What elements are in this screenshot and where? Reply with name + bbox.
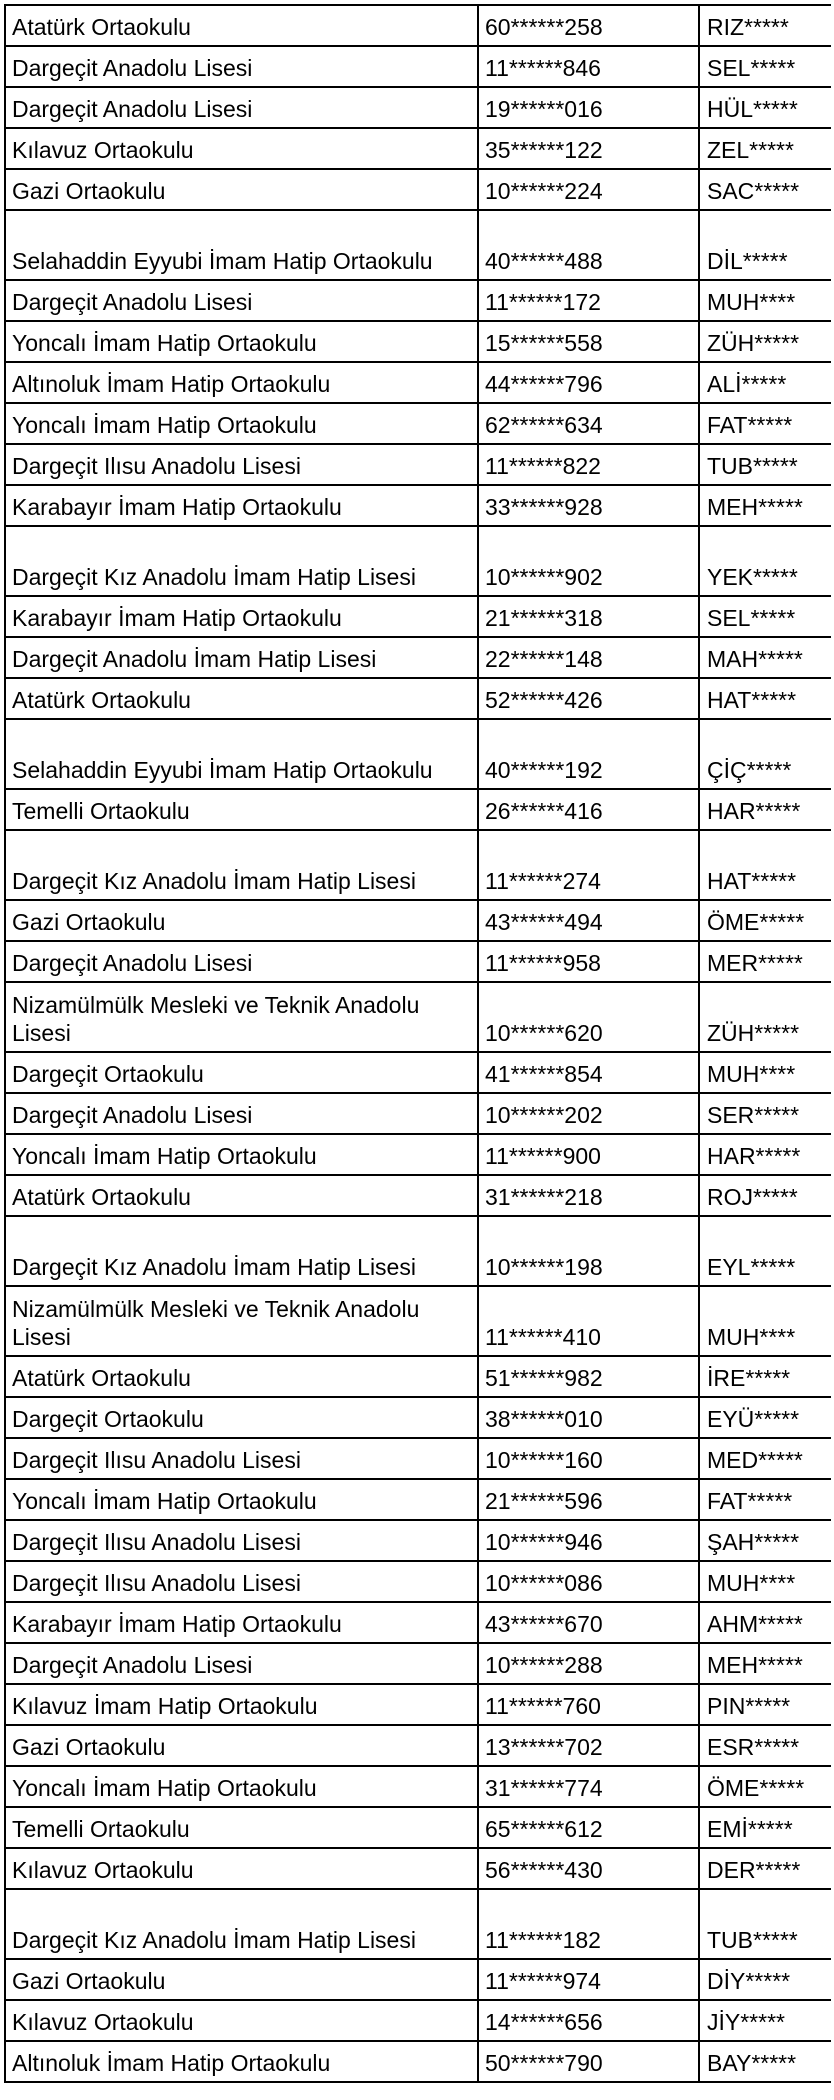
masked-name-cell: ALİ*****: [699, 362, 831, 403]
table-row: [5, 830, 831, 900]
masked-id-cell: 31******774: [478, 1766, 699, 1807]
masked-id-cell: 43******670: [478, 1602, 699, 1643]
table-row: [5, 1438, 831, 1479]
table-row: [5, 362, 831, 403]
school-name-cell: Dargeçit Kız Anadolu İmam Hatip Lisesi: [5, 1216, 478, 1286]
table-row: [5, 1520, 831, 1561]
masked-name-cell: ZÜH*****: [699, 321, 831, 362]
masked-name-cell: ÇİÇ*****: [699, 719, 831, 789]
masked-id-cell: 10******620: [478, 982, 699, 1052]
masked-id-cell: 11******822: [478, 444, 699, 485]
masked-id-cell: 22******148: [478, 637, 699, 678]
masked-name-cell: EMİ*****: [699, 1807, 831, 1848]
masked-id-cell: 19******016: [478, 87, 699, 128]
table-row: [5, 2000, 831, 2041]
table-body: [5, 5, 831, 2082]
table-row: [5, 403, 831, 444]
school-name-cell: Yoncalı İmam Hatip Ortaokulu: [5, 1134, 478, 1175]
masked-name-cell: FAT*****: [699, 1479, 831, 1520]
masked-name-cell: PIN*****: [699, 1684, 831, 1725]
masked-name-cell: DER*****: [699, 1848, 831, 1889]
masked-id-cell: 11******760: [478, 1684, 699, 1725]
masked-id-cell: 41******854: [478, 1052, 699, 1093]
table-row: [5, 1684, 831, 1725]
masked-id-cell: 11******274: [478, 830, 699, 900]
masked-id-cell: 10******224: [478, 169, 699, 210]
table-row: [5, 280, 831, 321]
masked-id-cell: 21******596: [478, 1479, 699, 1520]
school-name-cell: Atatürk Ortaokulu: [5, 678, 478, 719]
school-name-cell: Dargeçit Ilısu Anadolu Lisesi: [5, 1561, 478, 1602]
school-name-cell: Atatürk Ortaokulu: [5, 5, 478, 46]
school-name-cell: Temelli Ortaokulu: [5, 1807, 478, 1848]
school-name-cell: Yoncalı İmam Hatip Ortaokulu: [5, 1766, 478, 1807]
masked-id-cell: 31******218: [478, 1175, 699, 1216]
masked-name-cell: ZEL*****: [699, 128, 831, 169]
masked-name-cell: MUH****: [699, 1052, 831, 1093]
masked-id-cell: 11******410: [478, 1286, 699, 1356]
masked-id-cell: 10******086: [478, 1561, 699, 1602]
masked-name-cell: DİL*****: [699, 210, 831, 280]
masked-id-cell: 33******928: [478, 485, 699, 526]
table-row: [5, 1725, 831, 1766]
school-name-cell: Atatürk Ortaokulu: [5, 1175, 478, 1216]
masked-id-cell: 10******288: [478, 1643, 699, 1684]
masked-id-cell: 11******182: [478, 1889, 699, 1959]
table-row: [5, 596, 831, 637]
table-row: [5, 1959, 831, 2000]
masked-name-cell: ZÜH*****: [699, 982, 831, 1052]
school-name-cell: Gazi Ortaokulu: [5, 1725, 478, 1766]
masked-name-cell: YEK*****: [699, 526, 831, 596]
masked-name-cell: SAC*****: [699, 169, 831, 210]
school-name-cell: Gazi Ortaokulu: [5, 1959, 478, 2000]
masked-name-cell: İRE*****: [699, 1356, 831, 1397]
school-name-cell: Dargeçit Ortaokulu: [5, 1052, 478, 1093]
masked-id-cell: 43******494: [478, 900, 699, 941]
school-name-cell: Kılavuz İmam Hatip Ortaokulu: [5, 1684, 478, 1725]
masked-name-cell: MUH****: [699, 1286, 831, 1356]
masked-id-cell: 11******900: [478, 1134, 699, 1175]
table-row: [5, 1216, 831, 1286]
table-row: [5, 1397, 831, 1438]
masked-id-cell: 11******958: [478, 941, 699, 982]
masked-id-cell: 44******796: [478, 362, 699, 403]
masked-name-cell: ÖME*****: [699, 1766, 831, 1807]
school-name-cell: Altınoluk İmam Hatip Ortaokulu: [5, 2041, 478, 2082]
masked-id-cell: 13******702: [478, 1725, 699, 1766]
school-name-cell: Selahaddin Eyyubi İmam Hatip Ortaokulu: [5, 210, 478, 280]
masked-name-cell: TUB*****: [699, 444, 831, 485]
table-row: [5, 1479, 831, 1520]
table-row: [5, 1175, 831, 1216]
masked-id-cell: 40******488: [478, 210, 699, 280]
school-name-cell: Dargeçit Ilısu Anadolu Lisesi: [5, 444, 478, 485]
table-row: [5, 2041, 831, 2082]
masked-name-cell: MED*****: [699, 1438, 831, 1479]
school-name-cell: Nizamülmülk Mesleki ve Teknik Anadolu Lisesi: [5, 1286, 478, 1356]
school-name-cell: Dargeçit Anadolu Lisesi: [5, 1093, 478, 1134]
table-row: [5, 637, 831, 678]
masked-name-cell: TUB*****: [699, 1889, 831, 1959]
masked-id-cell: 26******416: [478, 789, 699, 830]
school-name-cell: Gazi Ortaokulu: [5, 169, 478, 210]
table-row: [5, 678, 831, 719]
masked-name-cell: AHM*****: [699, 1602, 831, 1643]
school-name-cell: Dargeçit Anadolu Lisesi: [5, 1643, 478, 1684]
masked-id-cell: 11******974: [478, 1959, 699, 2000]
school-name-cell: Yoncalı İmam Hatip Ortaokulu: [5, 321, 478, 362]
school-name-cell: Kılavuz Ortaokulu: [5, 128, 478, 169]
masked-id-cell: 62******634: [478, 403, 699, 444]
school-student-table: [4, 4, 831, 2083]
masked-name-cell: MER*****: [699, 941, 831, 982]
school-name-cell: Yoncalı İmam Hatip Ortaokulu: [5, 403, 478, 444]
masked-id-cell: 60******258: [478, 5, 699, 46]
masked-name-cell: HAT*****: [699, 830, 831, 900]
table-row: [5, 1643, 831, 1684]
school-name-cell: Atatürk Ortaokulu: [5, 1356, 478, 1397]
masked-name-cell: MUH****: [699, 280, 831, 321]
school-name-cell: Karabayır İmam Hatip Ortaokulu: [5, 485, 478, 526]
masked-id-cell: 56******430: [478, 1848, 699, 1889]
school-name-cell: Gazi Ortaokulu: [5, 900, 478, 941]
masked-name-cell: FAT*****: [699, 403, 831, 444]
masked-name-cell: EYL*****: [699, 1216, 831, 1286]
table-row: [5, 941, 831, 982]
school-name-cell: Selahaddin Eyyubi İmam Hatip Ortaokulu: [5, 719, 478, 789]
school-name-cell: Dargeçit Anadolu Lisesi: [5, 87, 478, 128]
masked-name-cell: ESR*****: [699, 1725, 831, 1766]
masked-id-cell: 10******946: [478, 1520, 699, 1561]
masked-name-cell: ROJ*****: [699, 1175, 831, 1216]
masked-id-cell: 51******982: [478, 1356, 699, 1397]
masked-name-cell: SEL*****: [699, 46, 831, 87]
masked-name-cell: HAT*****: [699, 678, 831, 719]
masked-id-cell: 52******426: [478, 678, 699, 719]
table-row: [5, 719, 831, 789]
masked-id-cell: 11******172: [478, 280, 699, 321]
masked-id-cell: 38******010: [478, 1397, 699, 1438]
school-name-cell: Dargeçit Anadolu İmam Hatip Lisesi: [5, 637, 478, 678]
masked-id-cell: 40******192: [478, 719, 699, 789]
masked-id-cell: 50******790: [478, 2041, 699, 2082]
school-name-cell: Kılavuz Ortaokulu: [5, 1848, 478, 1889]
masked-name-cell: RIZ*****: [699, 5, 831, 46]
table-row: [5, 789, 831, 830]
table-row: [5, 444, 831, 485]
masked-name-cell: MAH*****: [699, 637, 831, 678]
masked-name-cell: HAR*****: [699, 1134, 831, 1175]
school-name-cell: Temelli Ortaokulu: [5, 789, 478, 830]
school-name-cell: Dargeçit Anadolu Lisesi: [5, 280, 478, 321]
masked-name-cell: ŞAH*****: [699, 1520, 831, 1561]
masked-id-cell: 65******612: [478, 1807, 699, 1848]
masked-name-cell: MEH*****: [699, 485, 831, 526]
school-name-cell: Dargeçit Anadolu Lisesi: [5, 941, 478, 982]
school-name-cell: Dargeçit Ortaokulu: [5, 1397, 478, 1438]
masked-id-cell: 10******198: [478, 1216, 699, 1286]
masked-name-cell: MEH*****: [699, 1643, 831, 1684]
table-row: [5, 1602, 831, 1643]
table-row: [5, 982, 831, 1052]
school-name-cell: Yoncalı İmam Hatip Ortaokulu: [5, 1479, 478, 1520]
table-row: [5, 321, 831, 362]
table-row: [5, 1889, 831, 1959]
school-name-cell: Dargeçit Ilısu Anadolu Lisesi: [5, 1520, 478, 1561]
masked-id-cell: 35******122: [478, 128, 699, 169]
table-row: [5, 128, 831, 169]
table-row: [5, 485, 831, 526]
school-name-cell: Dargeçit Kız Anadolu İmam Hatip Lisesi: [5, 830, 478, 900]
school-name-cell: Karabayır İmam Hatip Ortaokulu: [5, 596, 478, 637]
table-row: [5, 1807, 831, 1848]
school-name-cell: Dargeçit Kız Anadolu İmam Hatip Lisesi: [5, 526, 478, 596]
masked-id-cell: 14******656: [478, 2000, 699, 2041]
masked-id-cell: 10******202: [478, 1093, 699, 1134]
masked-id-cell: 10******902: [478, 526, 699, 596]
table-row: [5, 900, 831, 941]
masked-name-cell: DİY*****: [699, 1959, 831, 2000]
masked-name-cell: HÜL*****: [699, 87, 831, 128]
masked-name-cell: BAY*****: [699, 2041, 831, 2082]
school-name-cell: Dargeçit Kız Anadolu İmam Hatip Lisesi: [5, 1889, 478, 1959]
masked-name-cell: MUH****: [699, 1561, 831, 1602]
table-row: [5, 1356, 831, 1397]
table-row: [5, 46, 831, 87]
masked-name-cell: JİY*****: [699, 2000, 831, 2041]
school-name-cell: Kılavuz Ortaokulu: [5, 2000, 478, 2041]
masked-name-cell: HAR*****: [699, 789, 831, 830]
masked-name-cell: SER*****: [699, 1093, 831, 1134]
table-row: [5, 87, 831, 128]
table-row: [5, 210, 831, 280]
masked-id-cell: 21******318: [478, 596, 699, 637]
school-name-cell: Karabayır İmam Hatip Ortaokulu: [5, 1602, 478, 1643]
masked-name-cell: SEL*****: [699, 596, 831, 637]
masked-id-cell: 10******160: [478, 1438, 699, 1479]
school-name-cell: Nizamülmülk Mesleki ve Teknik Anadolu Lisesi: [5, 982, 478, 1052]
school-name-cell: Dargeçit Ilısu Anadolu Lisesi: [5, 1438, 478, 1479]
masked-name-cell: EYÜ*****: [699, 1397, 831, 1438]
table-row: [5, 5, 831, 46]
table-row: [5, 1052, 831, 1093]
masked-name-cell: ÖME*****: [699, 900, 831, 941]
table-row: [5, 1093, 831, 1134]
masked-id-cell: 11******846: [478, 46, 699, 87]
table-row: [5, 1766, 831, 1807]
masked-id-cell: 15******558: [478, 321, 699, 362]
table-row: [5, 1134, 831, 1175]
school-name-cell: Altınoluk İmam Hatip Ortaokulu: [5, 362, 478, 403]
table-row: [5, 526, 831, 596]
table-row: [5, 1286, 831, 1356]
table-row: [5, 1848, 831, 1889]
school-name-cell: Dargeçit Anadolu Lisesi: [5, 46, 478, 87]
table-row: [5, 1561, 831, 1602]
table-row: [5, 169, 831, 210]
